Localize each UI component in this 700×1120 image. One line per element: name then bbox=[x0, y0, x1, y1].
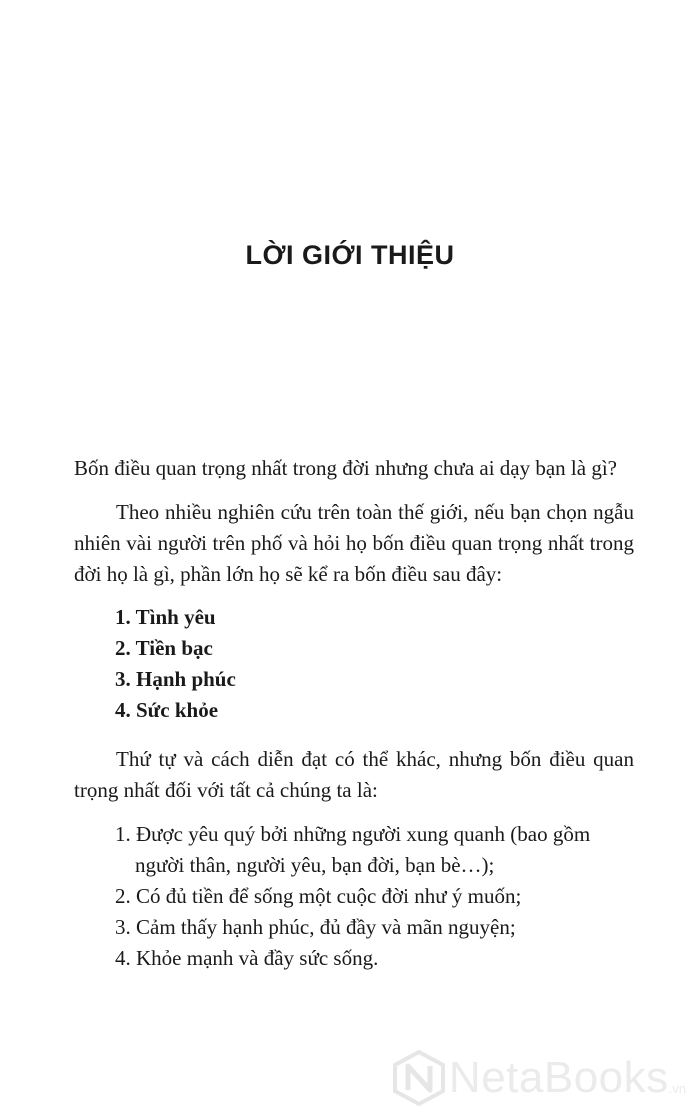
intro-question-paragraph: Bốn điều quan trọng nhất trong đời nhưng chưa ai dạy bạn là gì? bbox=[74, 456, 617, 480]
page-title: LỜI GIỚI THIỆU bbox=[245, 240, 455, 271]
netabooks-watermark bbox=[393, 1050, 686, 1106]
intro-body bbox=[74, 453, 634, 974]
research-paragraph: Theo nhiều nghiên cứu trên toàn thế giới, nếu bạn chọn ngẫu nhiên vài người trên phố và hỏi họ bốn điều quan trọng nhất trong đời họ là gì, phần lớn họ sẽ kể ra bốn điều sau đây: bbox=[74, 500, 634, 586]
list-item: 3. Cảm thấy hạnh phúc, đủ đầy và mãn nguyện; bbox=[115, 915, 516, 939]
list-item: 1. Tình yêu bbox=[115, 605, 216, 629]
netabooks-n-logo-icon bbox=[393, 1050, 445, 1106]
list-item: 3. Hạnh phúc bbox=[115, 667, 236, 691]
list-item: 2. Có đủ tiền để sống một cuộc đời như ý muốn; bbox=[115, 884, 522, 908]
watermark-brand: NetaBooks bbox=[448, 1053, 669, 1102]
four-things-detail-list bbox=[74, 819, 634, 974]
order-paragraph: Thứ tự và cách diễn đạt có thể khác, nhưng bốn điều quan trọng nhất đối với tất cả chúng ta là: bbox=[74, 747, 634, 802]
list-item: 4. Khỏe mạnh và đầy sức sống. bbox=[115, 946, 379, 970]
watermark-suffix: .vn bbox=[668, 1081, 686, 1096]
list-item: 4. Sức khỏe bbox=[115, 698, 219, 722]
list-item: 2. Tiền bạc bbox=[115, 636, 213, 660]
list-item: 1. Được yêu quý bởi những người xung quanh (bao gồm người thân, người yêu, bạn đời, bạn bè…); bbox=[115, 822, 591, 877]
four-things-bold-list bbox=[74, 602, 634, 726]
